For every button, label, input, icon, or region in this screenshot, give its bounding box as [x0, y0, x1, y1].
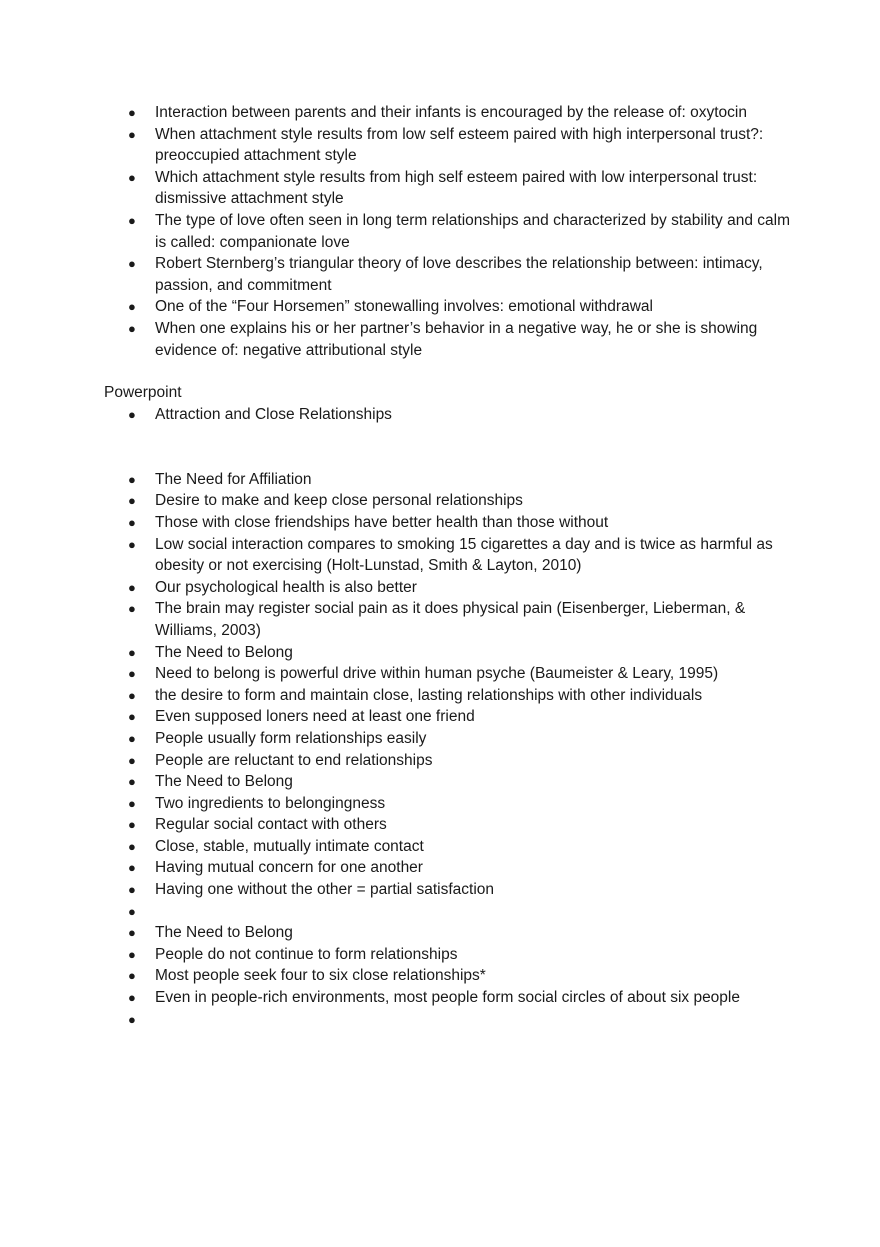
- bullet-icon: ●: [128, 666, 136, 682]
- list-item: [104, 706, 794, 728]
- list-item-text: Two ingredients to belongingness: [155, 794, 386, 812]
- list-item: [104, 922, 794, 944]
- list-item-text: [155, 901, 794, 923]
- list-item-text: People do not continue to form relationships: [155, 945, 458, 963]
- list-item: [104, 490, 794, 512]
- list-item: [104, 793, 794, 815]
- list-item: [104, 836, 794, 858]
- list-item-text: Low social interaction compares to smoking 15 cigarettes a day and is twice as harmful as obesity or not exercising (Holt-Lunstad, Smith & Layton, 2010): [155, 535, 773, 575]
- list-item: [104, 102, 794, 124]
- list-item: [104, 685, 794, 707]
- blank-line: [104, 426, 794, 469]
- bullet-icon: ●: [128, 169, 136, 185]
- quiz-answers-list: [104, 102, 794, 361]
- bullet-icon: ●: [128, 774, 136, 790]
- list-item-text: When one explains his or her partner’s behavior in a negative way, he or she is showing evidence of: negative attributional style: [155, 319, 758, 359]
- list-item-text: The Need to Belong: [155, 924, 293, 942]
- list-item: [104, 944, 794, 966]
- bullet-icon: ●: [128, 493, 136, 509]
- bullet-icon: ●: [128, 212, 136, 228]
- list-item: [104, 857, 794, 879]
- list-item: [104, 210, 794, 253]
- bullet-icon: ●: [128, 601, 136, 617]
- list-item: [104, 296, 794, 318]
- bullet-icon: ●: [128, 795, 136, 811]
- list-item: [104, 901, 794, 923]
- bullet-icon: ●: [128, 514, 136, 530]
- list-item: [104, 663, 794, 685]
- list-item-text: The Need to Belong: [155, 773, 293, 791]
- bullet-icon: ●: [128, 903, 136, 919]
- bullet-icon: ●: [128, 299, 136, 315]
- bullet-icon: ●: [128, 817, 136, 833]
- section-heading: Powerpoint: [104, 384, 182, 401]
- bullet-icon: ●: [128, 1011, 136, 1027]
- list-item: [104, 318, 794, 361]
- list-item: [104, 987, 794, 1009]
- list-item-text: Most people seek four to six close relationships*: [155, 967, 486, 985]
- bullet-icon: ●: [128, 860, 136, 876]
- list-item-text: Our psychological health is also better: [155, 578, 417, 596]
- bullet-icon: ●: [128, 752, 136, 768]
- list-item: [104, 404, 794, 426]
- list-item: [104, 469, 794, 491]
- list-item: [104, 879, 794, 901]
- list-item-text: Attraction and Close Relationships: [155, 406, 392, 423]
- list-item-text: Close, stable, mutually intimate contact: [155, 837, 424, 855]
- list-item-text: the desire to form and maintain close, lasting relationships with other individuals: [155, 686, 703, 704]
- list-item-text: Robert Sternberg’s triangular theory of love describes the relationship between: intimacy, passion, and commitment: [155, 255, 763, 294]
- bullet-icon: ●: [128, 644, 136, 660]
- bullet-icon: ●: [128, 687, 136, 703]
- bullet-icon: ●: [128, 968, 136, 984]
- list-item-text: Regular social contact with others: [155, 816, 387, 834]
- bullet-icon: ●: [128, 990, 136, 1006]
- list-item: [104, 814, 794, 836]
- list-item-text: Even in people-rich environments, most people form social circles of about six people: [155, 989, 740, 1007]
- list-item-text: Which attachment style results from high self esteem paired with low interpersonal trust: dismissive attachment style: [155, 168, 758, 208]
- list-item: [104, 598, 794, 641]
- list-item-text: Desire to make and keep close personal relationships: [155, 492, 523, 510]
- list-item: [104, 771, 794, 793]
- list-item-text: The type of love often seen in long term relationships and characterized by stability and calm is called: companionate love: [155, 211, 790, 251]
- list-item: [104, 642, 794, 664]
- bullet-icon: ●: [128, 925, 136, 941]
- list-item: [104, 577, 794, 599]
- bullet-icon: ●: [128, 407, 136, 422]
- bullet-icon: ●: [128, 320, 136, 336]
- bullet-icon: ●: [128, 838, 136, 854]
- bullet-icon: ●: [128, 730, 136, 746]
- list-item-text: Those with close friendships have better health than those without: [155, 513, 609, 531]
- list-item-text: The Need to Belong: [155, 643, 293, 661]
- list-item-text: When attachment style results from low self esteem paired with high interpersonal trust?: preoccupied attachment style: [155, 125, 764, 165]
- list-item: [104, 167, 794, 210]
- bullet-icon: ●: [128, 946, 136, 962]
- list-item-text: Even supposed loners need at least one friend: [155, 708, 475, 726]
- list-item-text: Interaction between parents and their infants is encouraged by the release of: oxytocin: [155, 104, 747, 121]
- list-item: [104, 124, 794, 167]
- bullet-icon: ●: [128, 105, 136, 120]
- list-item: [104, 512, 794, 534]
- list-item-text: Need to belong is powerful drive within human psyche (Baumeister & Leary, 1995): [155, 665, 719, 683]
- list-item-text: Having one without the other = partial satisfaction: [155, 881, 495, 899]
- powerpoint-list: [104, 404, 794, 1030]
- list-item: [104, 750, 794, 772]
- list-item-text: [155, 1009, 794, 1031]
- list-item: [104, 1009, 794, 1031]
- list-item: [104, 728, 794, 750]
- bullet-icon: ●: [128, 471, 136, 487]
- list-item-text: People usually form relationships easily: [155, 729, 427, 747]
- list-item-text: Having mutual concern for one another: [155, 859, 423, 877]
- list-item-text: One of the “Four Horsemen” stonewalling involves: emotional withdrawal: [155, 298, 653, 316]
- list-item-text: The Need for Affiliation: [155, 470, 312, 488]
- list-item: [104, 253, 794, 296]
- bullet-icon: ●: [128, 126, 136, 142]
- bullet-icon: ●: [128, 536, 136, 552]
- list-item: [104, 965, 794, 987]
- list-item-text: The brain may register social pain as it does physical pain (Eisenberger, Lieberman, & Williams, 2003): [155, 600, 746, 639]
- list-item-text: People are reluctant to end relationships: [155, 751, 433, 769]
- list-item: [104, 534, 794, 577]
- bullet-icon: ●: [128, 709, 136, 725]
- bullet-icon: ●: [128, 882, 136, 898]
- bullet-icon: ●: [128, 579, 136, 595]
- bullet-icon: ●: [128, 256, 136, 272]
